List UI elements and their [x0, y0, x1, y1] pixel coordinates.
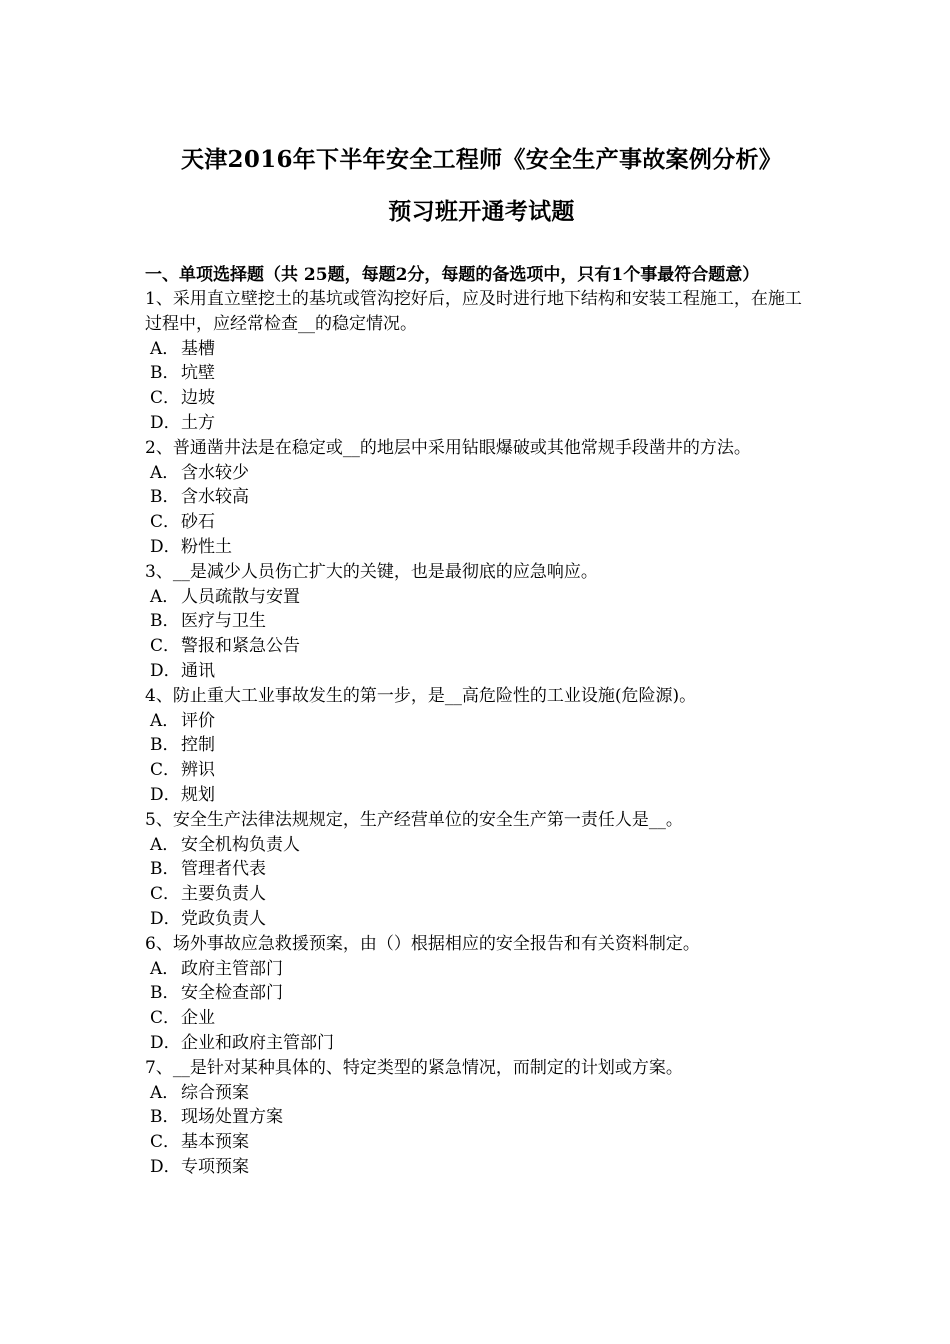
option-text: 含水较少	[181, 462, 249, 483]
option-text: 企业	[181, 1008, 215, 1029]
option-item	[145, 981, 818, 1006]
option-text: 基槽	[181, 338, 215, 359]
option-letter: D．	[150, 536, 181, 557]
option-letter: C．	[150, 1008, 181, 1029]
question-text: 2、普通凿井法是在稳定或__的地层中采用钻眼爆破或其他常规手段凿井的方法。	[145, 437, 751, 458]
option-item	[145, 535, 818, 560]
option-text: 通讯	[181, 660, 215, 681]
question-text: 1、采用直立壁挖土的基坑或管沟挖好后，应及时进行地下结构和安装工程施工，在施工过程中，应经常检查__的稳定情况。	[145, 289, 802, 334]
option-letter: D．	[150, 1156, 181, 1177]
question-list	[145, 287, 818, 1180]
option-letter: C．	[150, 636, 181, 657]
section-heading: 一、单项选择题（共 25题，每题2分，每题的备选项中，只有1个事最符合题意）	[145, 265, 760, 285]
option-letter: C．	[150, 1132, 181, 1153]
option-item	[145, 337, 818, 362]
question-7	[145, 1056, 818, 1180]
option-item	[145, 1006, 818, 1031]
option-item	[145, 907, 818, 932]
option-item	[145, 585, 818, 610]
option-text: 管理者代表	[181, 859, 266, 880]
question-6	[145, 932, 818, 1056]
option-text: 人员疏散与安置	[181, 586, 300, 607]
option-letter: D．	[150, 784, 181, 805]
option-text: 安全机构负责人	[181, 834, 300, 855]
option-item	[145, 461, 818, 486]
option-text: 控制	[181, 735, 215, 756]
option-letter: A．	[150, 958, 180, 979]
option-text: 综合预案	[181, 1082, 249, 1103]
option-item	[145, 634, 818, 659]
option-list	[145, 461, 818, 560]
option-text: 基本预案	[181, 1132, 249, 1153]
option-text: 专项预案	[181, 1156, 249, 1177]
option-item	[145, 485, 818, 510]
option-item	[145, 659, 818, 684]
option-text: 规划	[181, 784, 215, 805]
option-letter: C．	[150, 512, 181, 533]
option-list	[145, 1081, 818, 1180]
option-list	[145, 957, 818, 1056]
option-item	[145, 833, 818, 858]
option-item	[145, 857, 818, 882]
question-text: 6、场外事故应急救援预案，由（）根据相应的安全报告和有关资料制定。	[145, 933, 700, 954]
option-letter: C．	[150, 760, 181, 781]
option-item	[145, 709, 818, 734]
option-letter: B．	[150, 735, 180, 756]
page-title: 天津2016年下半年安全工程师《安全生产事故案例分析》	[180, 146, 783, 173]
option-list	[145, 585, 818, 684]
question-text: 3、__是减少人员伤亡扩大的关键，也是最彻底的应急响应。	[145, 561, 598, 582]
option-letter: D．	[150, 1032, 181, 1053]
option-list	[145, 709, 818, 808]
option-text: 企业和政府主管部门	[181, 1032, 334, 1053]
option-item	[145, 1081, 818, 1106]
option-text: 党政负责人	[181, 908, 266, 929]
option-text: 主要负责人	[181, 884, 266, 905]
option-letter: A．	[150, 586, 180, 607]
option-letter: A．	[150, 462, 180, 483]
option-letter: A．	[150, 710, 180, 731]
option-item	[145, 510, 818, 535]
question-text: 5、安全生产法律法规规定，生产经营单位的安全生产第一责任人是__。	[145, 809, 683, 830]
option-letter: B．	[150, 363, 180, 384]
option-list	[145, 833, 818, 932]
option-text: 含水较高	[181, 487, 249, 508]
option-text: 坑壁	[181, 363, 215, 384]
option-text: 政府主管部门	[181, 958, 283, 979]
option-text: 评价	[181, 710, 215, 731]
question-3	[145, 560, 818, 684]
option-item	[145, 1130, 818, 1155]
option-letter: B．	[150, 859, 180, 880]
option-letter: D．	[150, 412, 181, 433]
option-letter: B．	[150, 1107, 180, 1128]
option-item	[145, 733, 818, 758]
option-text: 砂石	[181, 512, 215, 533]
option-letter: A．	[150, 834, 180, 855]
option-list	[145, 337, 818, 436]
option-letter: C．	[150, 884, 181, 905]
option-letter: D．	[150, 660, 181, 681]
page-subtitle: 预习班开通考试题	[388, 198, 575, 225]
option-text: 警报和紧急公告	[181, 636, 300, 657]
option-item	[145, 1105, 818, 1130]
option-letter: A．	[150, 338, 180, 359]
question-text: 4、防止重大工业事故发生的第一步，是__高危险性的工业设施(危险源)。	[145, 685, 697, 706]
option-item	[145, 361, 818, 386]
question-2	[145, 436, 818, 560]
option-item	[145, 882, 818, 907]
option-item	[145, 609, 818, 634]
option-letter: B．	[150, 611, 180, 632]
option-item	[145, 783, 818, 808]
option-letter: B．	[150, 983, 180, 1004]
option-item	[145, 1155, 818, 1180]
option-letter: B．	[150, 487, 180, 508]
question-5	[145, 808, 818, 932]
option-letter: C．	[150, 388, 181, 409]
option-text: 辨识	[181, 760, 215, 781]
option-letter: A．	[150, 1082, 180, 1103]
option-item	[145, 957, 818, 982]
option-text: 土方	[181, 412, 215, 433]
question-1	[145, 287, 818, 436]
option-text: 粉性土	[181, 536, 232, 557]
option-letter: D．	[150, 908, 181, 929]
option-item	[145, 1031, 818, 1056]
option-text: 安全检查部门	[181, 983, 283, 1004]
option-text: 医疗与卫生	[181, 611, 266, 632]
option-item	[145, 758, 818, 783]
question-4	[145, 684, 818, 808]
option-item	[145, 411, 818, 436]
question-text: 7、__是针对某种具体的、特定类型的紧急情况，而制定的计划或方案。	[145, 1057, 683, 1078]
option-text: 边坡	[181, 388, 215, 409]
option-text: 现场处置方案	[181, 1107, 283, 1128]
option-item	[145, 386, 818, 411]
